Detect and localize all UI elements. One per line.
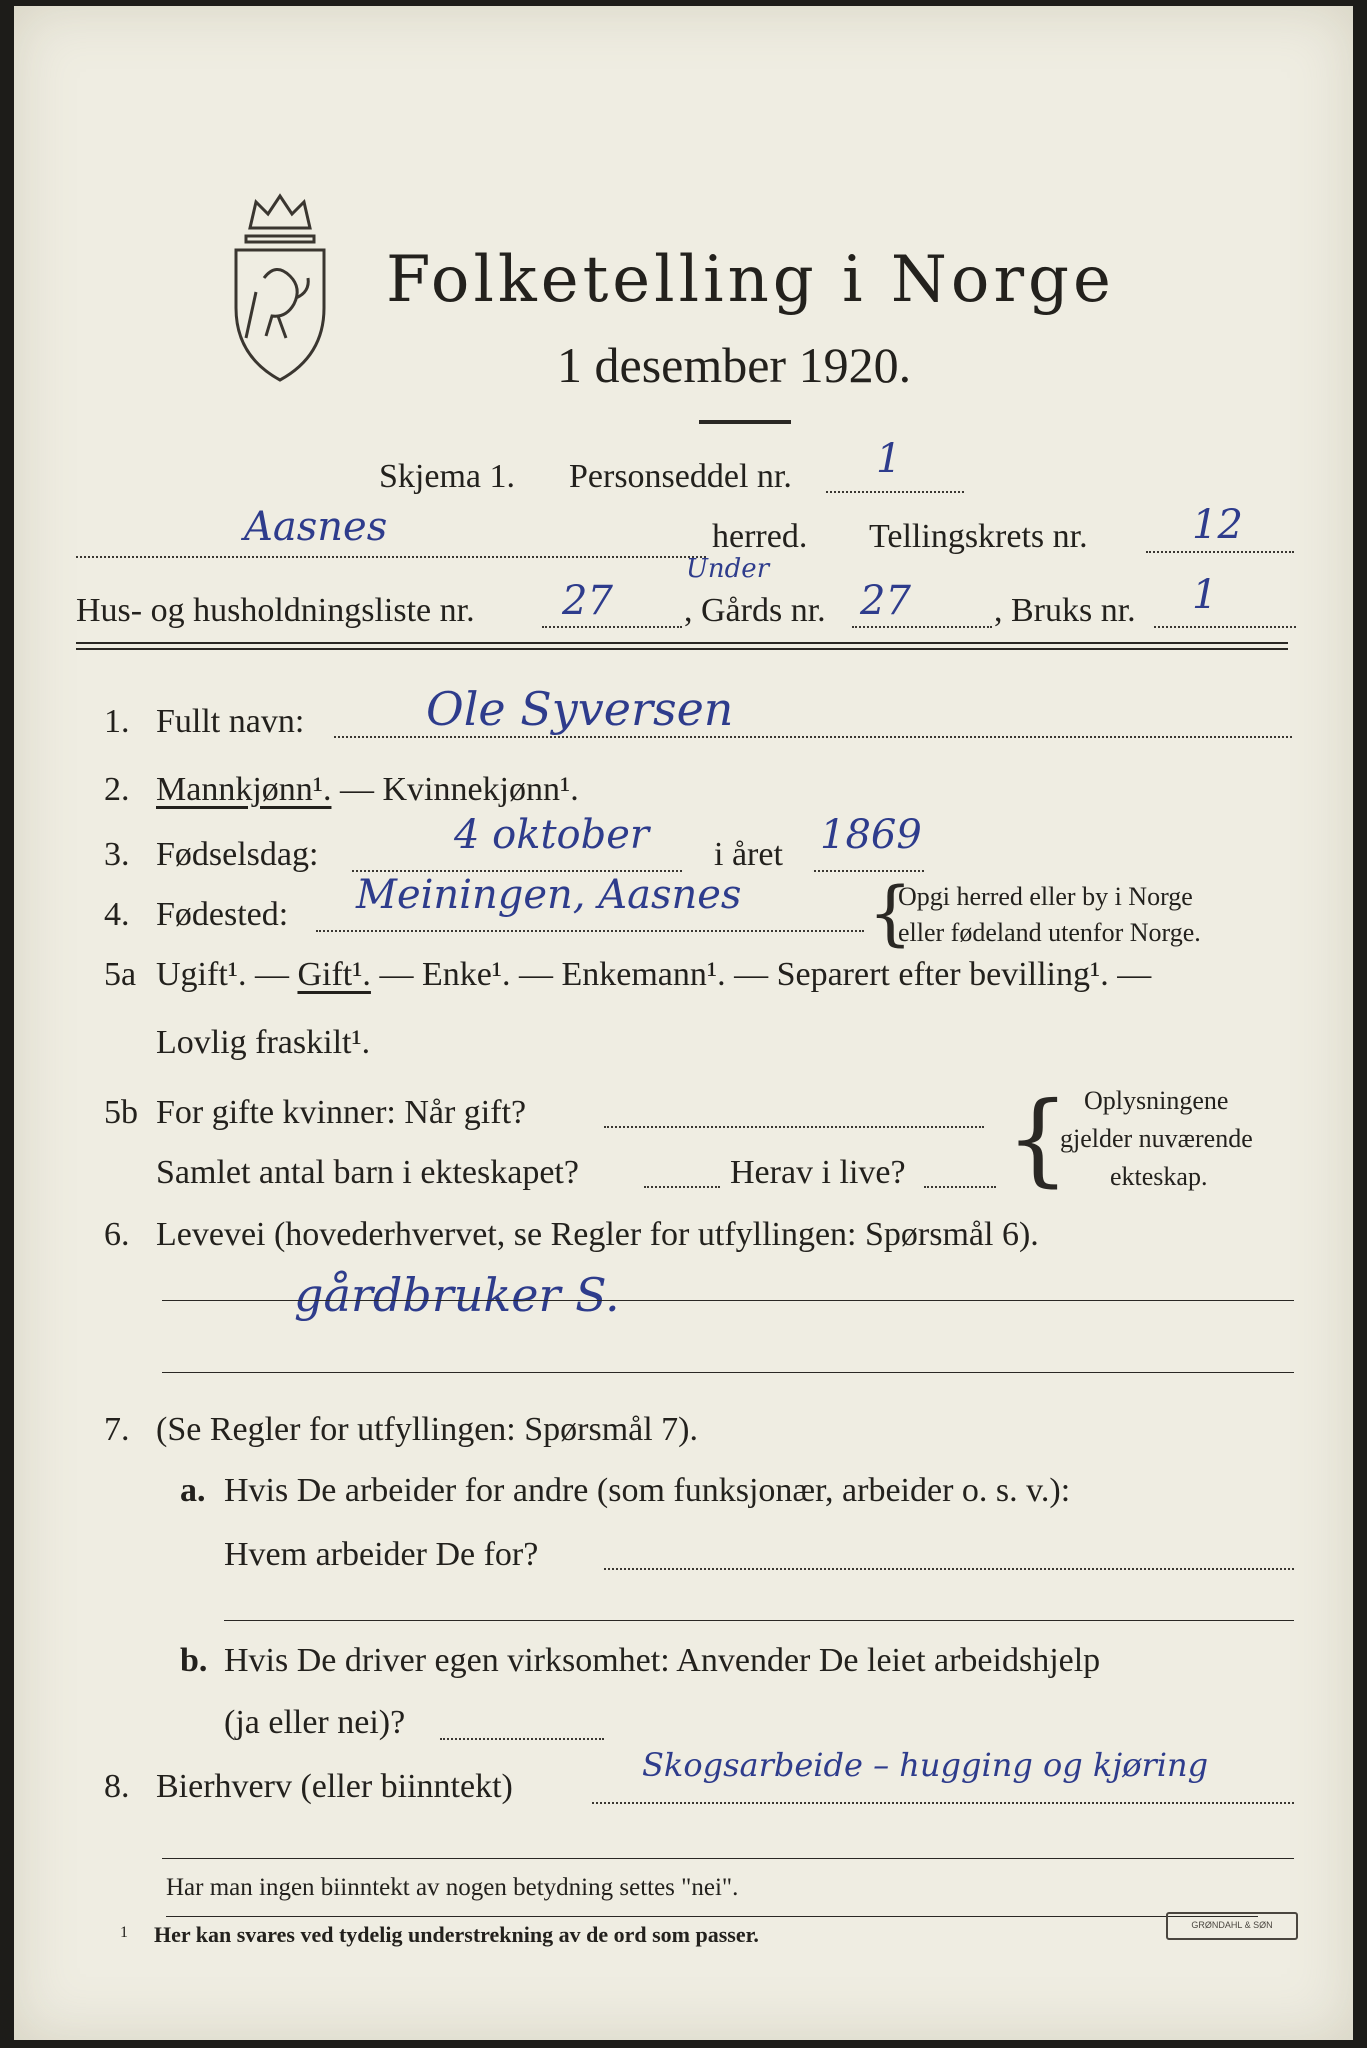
q5a-gift-option: Gift¹. — [297, 956, 371, 993]
footnote-text: Her kan svares ved tydelig understrekning av de ord som passer. — [154, 1922, 759, 1947]
census-date: 1 desember 1920. — [557, 337, 912, 393]
header-divider-top — [76, 642, 1288, 644]
q7b-field — [440, 1738, 604, 1740]
footer-note: Har man ingen biinntekt av nogen betydning settes "nei". — [166, 1874, 739, 1901]
form-title: Folketelling i Norge — [386, 243, 1115, 317]
tellingskrets-field — [1146, 551, 1294, 553]
title-divider — [699, 420, 791, 424]
q2-female-option: Kvinnekjønn¹. — [382, 771, 579, 808]
tellingskrets-value: 12 — [1192, 502, 1243, 548]
q8-field — [592, 1802, 1294, 1804]
census-form-sheet — [14, 6, 1353, 2040]
q4-field — [316, 930, 864, 932]
q5a-ugift-option: Ugift¹. — — [156, 956, 298, 993]
q5b-children-field — [644, 1186, 720, 1188]
q7b-line1: Hvis De driver egen virksomhet: Anvender De leiet arbeidshjelp — [224, 1642, 1101, 1679]
personseddel-value: 1 — [876, 436, 902, 482]
q5a-other-options: — Enke¹. — Enkemann¹. — Separert efter bevilling¹. — — [370, 956, 1152, 993]
q7b-mark: b. — [180, 1642, 208, 1679]
q7a-line1: Hvis De arbeider for andre (som funksjonær, arbeider o. s. v.): — [224, 1472, 1071, 1509]
husliste-value: 27 — [562, 578, 613, 624]
herred-value: Aasnes — [244, 504, 388, 550]
q2-options — [156, 771, 579, 809]
q6-number: 6. — [104, 1216, 130, 1253]
printer-stamp-text: GRØNDAHL & SØN — [1191, 1920, 1273, 1930]
q4-label: Fødested: — [156, 896, 289, 933]
q2-number: 2. — [104, 771, 130, 808]
q5b-number: 5b — [104, 1094, 138, 1131]
q3-year-label: i året — [714, 836, 783, 873]
q7-label: (Se Regler for utfyllingen: Spørsmål 7). — [156, 1411, 699, 1448]
q4-value: Meiningen, Aasnes — [356, 872, 742, 918]
q3-year-value: 1869 — [820, 812, 922, 858]
personseddel-label: Personseddel nr. — [569, 458, 792, 495]
q5b-alive-label: Herav i live? — [730, 1154, 906, 1191]
q6-label: Levevei (hovederhvervet, se Regler for utfyllingen: Spørsmål 6). — [156, 1216, 1039, 1253]
herred-label: herred. — [712, 518, 808, 555]
gards-label: , Gårds nr. — [684, 592, 826, 629]
herred-field — [76, 556, 706, 558]
q3-label: Fødselsdag: — [156, 836, 319, 873]
q1-field — [334, 736, 1292, 738]
q2-male-option: Mannkjønn¹. — [156, 771, 332, 808]
q5a-options — [156, 956, 1151, 994]
bruks-value: 1 — [1192, 572, 1218, 618]
q5b-note-line3: ekteskap. — [1110, 1162, 1208, 1191]
q4-number: 4. — [104, 896, 130, 933]
q7a-mark: a. — [180, 1472, 206, 1509]
personseddel-field — [826, 491, 964, 493]
husliste-field — [542, 626, 682, 628]
q5a-fraskilt-option: Lovlig fraskilt¹. — [156, 1024, 371, 1061]
q1-label: Fullt navn: — [156, 703, 305, 740]
q5b-married-field — [604, 1126, 984, 1128]
schema-label: Skjema 1. — [379, 458, 515, 495]
q7-number: 7. — [104, 1411, 130, 1448]
q5b-alive-field — [924, 1186, 996, 1188]
printer-stamp — [1166, 1912, 1298, 1940]
q7b-line2: (ja eller nei)? — [224, 1704, 406, 1741]
husliste-label: Hus- og husholdningsliste nr. — [76, 592, 475, 629]
gards-note: Under — [686, 554, 770, 584]
bruks-label: , Bruks nr. — [994, 592, 1136, 629]
footnote-divider — [166, 1916, 1258, 1917]
q6-value: gårdbruker S. — [294, 1268, 620, 1322]
q1-number: 1. — [104, 703, 130, 740]
q5b-note-line2: gjelder nuværende — [1060, 1124, 1253, 1153]
q7a-line2: Hvem arbeider De for? — [224, 1536, 539, 1573]
q3-day-value: 4 oktober — [454, 812, 650, 858]
q5b-children-label: Samlet antal barn i ekteskapet? — [156, 1154, 579, 1191]
q5b-line1: For gifte kvinner: Når gift? — [156, 1094, 527, 1131]
q6-line1 — [162, 1300, 1294, 1301]
q8-value: Skogsarbeide – hugging og kjøring — [642, 1746, 1209, 1784]
q8-line — [162, 1858, 1294, 1859]
q4-note-brace: { — [868, 872, 913, 954]
coat-of-arms-icon — [216, 188, 344, 388]
gards-value: 27 — [860, 578, 911, 624]
q5a-number: 5a — [104, 956, 137, 993]
q2-separator: — — [331, 771, 383, 808]
footnote-mark: 1 — [120, 1924, 128, 1941]
q8-label: Bierhverv (eller biinntekt) — [156, 1768, 513, 1805]
tellingskrets-label: Tellingskrets nr. — [869, 518, 1088, 555]
q6-line2 — [162, 1372, 1294, 1373]
q4-note-line1: Opgi herred eller by i Norge — [898, 882, 1193, 911]
q4-note-line2: eller fødeland utenfor Norge. — [898, 918, 1201, 947]
q7a-field — [604, 1568, 1294, 1570]
q7a-line — [224, 1620, 1294, 1621]
q5b-note-brace: { — [1006, 1080, 1070, 1197]
bruks-field — [1154, 626, 1296, 628]
q8-number: 8. — [104, 1768, 130, 1805]
q3-number: 3. — [104, 836, 130, 873]
gards-field — [852, 626, 992, 628]
q5b-note-line1: Oplysningene — [1084, 1086, 1229, 1115]
header-divider-bottom — [76, 648, 1288, 650]
q1-value: Ole Syversen — [426, 682, 734, 736]
